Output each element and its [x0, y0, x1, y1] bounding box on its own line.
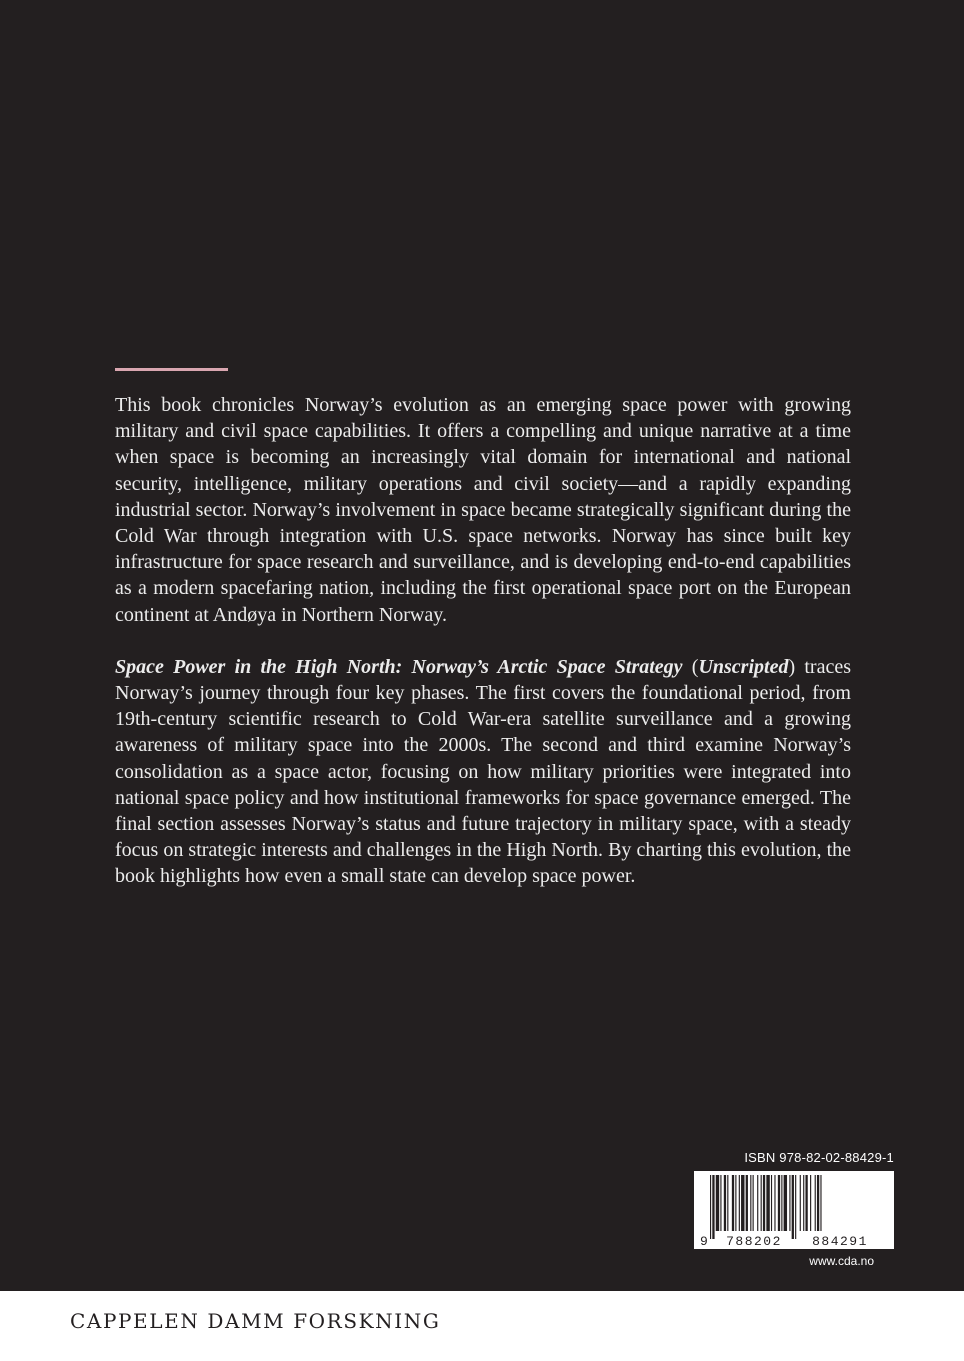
- barcode-bar: [712, 1175, 714, 1239]
- barcode-bar: [741, 1175, 744, 1231]
- barcode: [694, 1171, 894, 1249]
- barcode-bar: [761, 1175, 762, 1231]
- barcode-bar: [815, 1175, 816, 1231]
- barcode-bar: [778, 1175, 780, 1231]
- barcode-bar: [805, 1175, 807, 1231]
- isbn-label: ISBN 978-82-02-88429-1: [744, 1150, 894, 1165]
- barcode-bars: [710, 1175, 822, 1239]
- barcode-bar: [781, 1175, 782, 1231]
- barcode-bar: [720, 1175, 721, 1231]
- barcode-graphic: [694, 1171, 894, 1249]
- publisher-name: CAPPELEN DAMM FORSKNING: [70, 1309, 441, 1333]
- website-url: www.cda.no: [809, 1254, 874, 1268]
- barcode-bar: [820, 1175, 821, 1231]
- barcode-bar: [800, 1175, 801, 1231]
- barcode-bar: [766, 1175, 769, 1231]
- publisher-footer: [0, 1291, 964, 1361]
- barcode-bar: [746, 1175, 748, 1231]
- barcode-bar: [784, 1175, 787, 1231]
- paren-open: (: [682, 655, 699, 678]
- barcode-bar: [774, 1175, 775, 1231]
- barcode-bar: [803, 1175, 804, 1231]
- barcode-bar: [753, 1175, 754, 1231]
- barcode-bar: [732, 1175, 734, 1231]
- barcode-bar: [817, 1175, 819, 1231]
- barcode-digit-prefix: 9: [700, 1234, 708, 1249]
- barcode-bar: [771, 1175, 772, 1231]
- barcode-digits-right: 884291: [812, 1234, 868, 1249]
- description-paragraph-2-body: traces Norway’s journey through four key phases. The first covers the foundational period, from 19th-century scientific research to Cold War-era satellite surveillance and a growing awareness of military space into the 2000s. The second and third examine Norway’s consolidation as a space actor, focusing on how military priorities were integrated into national space policy and how institutional frameworks for space governance emerged. The final section assesses Norway’s status and future trajectory in military space, with a steady focus on strategic interests and challenges in the High North. By charting this evolution, the book highlights how even a small state can develop space power.: [115, 655, 851, 888]
- barcode-bar: [735, 1175, 736, 1231]
- accent-rule: [115, 368, 228, 371]
- barcode-bar: [739, 1175, 740, 1231]
- description-paragraph-2: [115, 654, 851, 890]
- barcode-bar: [795, 1175, 796, 1239]
- barcode-bar: [724, 1175, 726, 1231]
- description-paragraph-1: This book chronicles Norway’s evolution as an emerging space power with growing military and civil space capabilities. It offers a compelling and unique narrative at a time when space is becoming an increasingly vital domain for international and national security, intelligence, military operations and civil society—and a rapidly expanding industrial sector. Norway’s involvement in space became strategically significant during the Cold War through integration with U.S. space networks. Norway has since built key infrastructure for space research and surveillance, and is developing end-to-end capabilities as a modern spacefaring nation, including the first operational space port on the European continent at Andøya in Northern Norway.: [115, 394, 851, 626]
- barcode-bar: [710, 1175, 711, 1239]
- barcode-block: [694, 1150, 894, 1268]
- barcode-digits-left: 788202: [726, 1234, 782, 1249]
- barcode-bar: [716, 1175, 719, 1231]
- barcode-bar: [757, 1175, 758, 1231]
- description-text: [115, 392, 851, 890]
- barcode-bar: [792, 1175, 794, 1239]
- series-name: Unscripted: [698, 655, 789, 678]
- barcode-bar: [789, 1175, 790, 1231]
- barcode-bar: [750, 1175, 751, 1231]
- barcode-bar: [810, 1175, 811, 1231]
- book-title: Space Power in the High North: Norway’s Arctic Space Strategy: [115, 655, 683, 678]
- barcode-bar: [727, 1175, 728, 1231]
- paren-close: ): [788, 655, 796, 678]
- barcode-bar: [763, 1175, 765, 1231]
